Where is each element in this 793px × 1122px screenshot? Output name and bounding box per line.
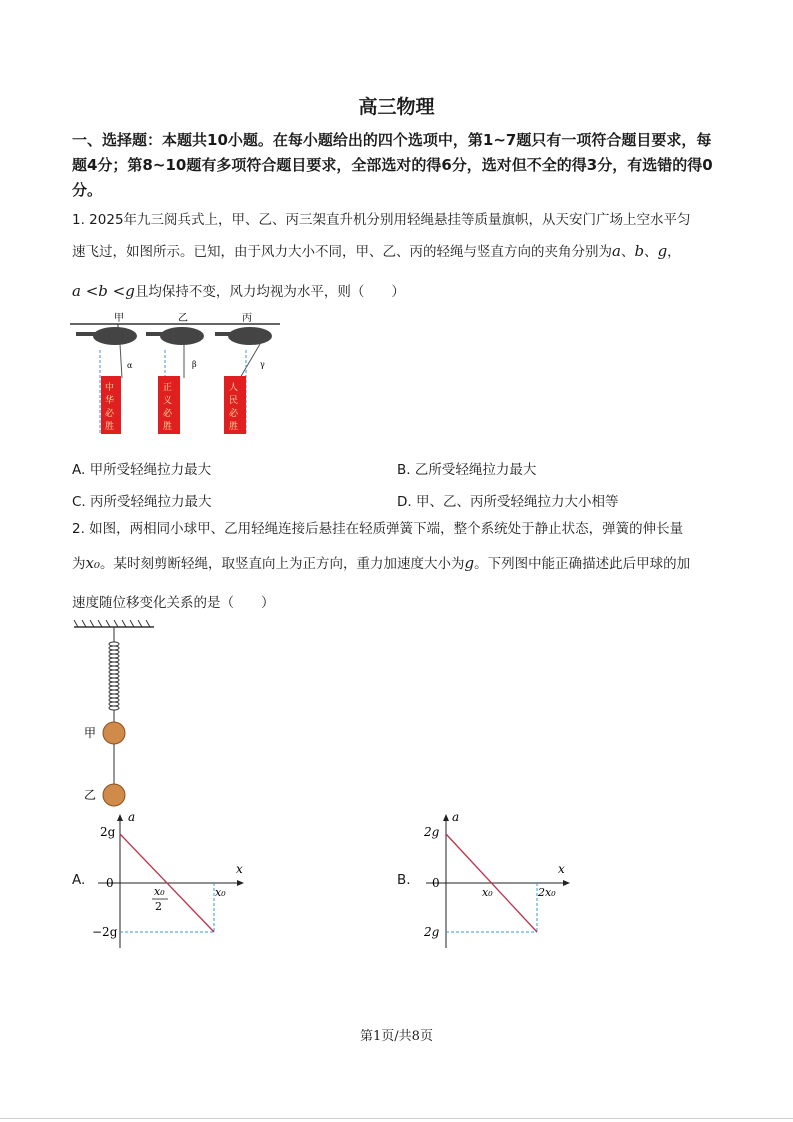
graph-b-x-end: 2x₀ [538,886,556,899]
svg-text:a: a [128,812,136,824]
helicopter-figure [70,310,290,440]
q1-option-b[interactable]: B. 乙所受轻绳拉力最大 [397,462,537,478]
helicopter-jia [70,312,142,435]
q2-option-a[interactable]: A. [72,872,86,888]
q1-line2: 速飞过，如图所示。已知，由于风力大小不同，甲、乙、丙的轻绳与竖直方向的夹角分别为a、b、g， [72,242,681,260]
q1-line3: a <b <g且均保持不变，风力均视为水平，则（ ） [72,282,405,300]
q2-line3: 速度随位移变化关系的是（ ） [72,595,275,611]
graph-b [420,812,590,952]
heli-label-jia: 甲 [114,313,124,324]
heli-label-bing: 丙 [242,313,252,324]
helicopter-bing [210,312,280,435]
q1-option-c[interactable]: C. 丙所受轻绳拉力最大 [72,494,212,510]
graph-a-origin: 0 [106,876,114,890]
graph-a-y-bottom: −2g [92,925,118,939]
angle-beta: β [192,360,197,369]
page-title: 高三物理 [358,96,435,118]
q1-option-d[interactable]: D. 甲、乙、丙所受轻绳拉力大小相等 [397,494,619,510]
symbol-g: g [464,554,475,572]
q2-option-b[interactable]: B. [397,872,411,888]
inequality: a <b <g [72,282,135,300]
graph-b-y-top: 2g [424,825,440,839]
q1-line1: 1. 2025年九三阅兵式上，甲、乙、丙三架直升机分别用轻绳悬挂等质量旗帜，从天安门广场上空水平匀 [72,212,691,228]
svg-text:必: 必 [105,409,115,419]
ball-jia [103,722,125,744]
helicopter-yi [142,312,210,435]
graph-a-x-mid-den: 2 [155,900,162,913]
ball-yi [103,784,125,806]
section-heading: 一、选择题：本题共10小题。在每小题给出的四个选项中，第1~7题只有一项符合题目要求，每题4分；第8~10题有多项符合题目要求，全部选对的得6分，选对但不全的得3分，有选错的得0分。 [72,131,713,199]
ball-label-jia: 甲 [84,726,97,740]
svg-text:中: 中 [105,383,115,393]
svg-text:民: 民 [229,396,239,406]
q2-line1: 2. 如图，两相同小球甲、乙用轻绳连接后悬挂在轻质弹簧下端，整个系统处于静止状态，弹簧的伸长量 [72,521,684,537]
svg-text:义: 义 [163,396,173,406]
svg-text:正: 正 [163,383,173,393]
graph-a-x-end: x₀ [215,886,226,899]
symbol-gamma: g [657,242,668,260]
page-footer: 第1页/共8页 [360,1029,433,1044]
symbol-x0: x₀ [85,554,100,572]
svg-text:胜: 胜 [105,422,115,432]
svg-text:x: x [558,862,565,876]
graph-a-y-top: 2g [100,825,116,839]
svg-text:必: 必 [163,409,173,419]
graph-a-x-mid-num: x₀ [154,885,165,898]
svg-text:华: 华 [105,396,115,406]
svg-text:人: 人 [229,383,239,393]
graph-b-x-mid: x₀ [482,886,493,899]
symbol-alpha: a [612,242,621,260]
graph-b-origin: 0 [432,876,440,890]
spring [109,642,119,710]
spring-figure [70,618,170,810]
svg-text:胜: 胜 [163,422,173,432]
svg-text:a: a [452,812,460,824]
angle-alpha: α [127,361,133,370]
graph-b-y-bottom: 2g [424,925,440,939]
heli-label-yi: 乙 [178,313,188,324]
bottom-divider [0,1118,793,1119]
angle-gamma: γ [260,360,265,369]
ball-label-yi: 乙 [84,788,97,802]
q2-line2: 为x₀。某时刻剪断轻绳，取竖直向上为正方向，重力加速度大小为g。下列图中能正确描述此后甲球的加 [72,554,691,572]
svg-text:必: 必 [229,409,239,419]
graph-a [92,812,262,952]
q1-option-a[interactable]: A. 甲所受轻绳拉力最大 [72,462,212,478]
symbol-beta: b [634,242,645,260]
svg-text:胜: 胜 [229,422,239,432]
svg-text:x: x [236,862,243,876]
